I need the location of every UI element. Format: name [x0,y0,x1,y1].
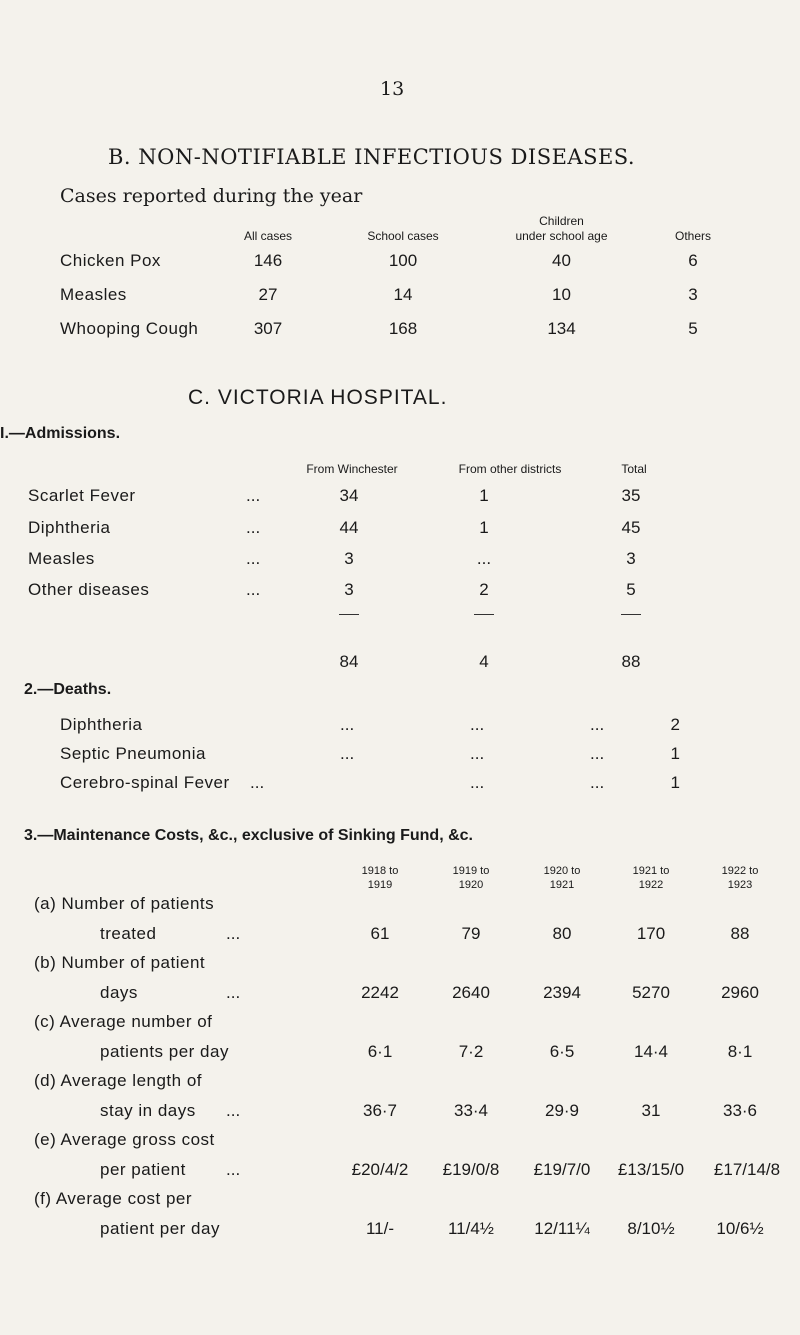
header-from-other-districts: From other districts [458,462,562,476]
table-cell: 3 [626,549,636,568]
table-cell: 5270 [632,983,670,1002]
row-label-line1: (e) Average gross cost [34,1130,215,1149]
row-label-line1: (b) Number of patient [34,953,206,972]
list-item-value: 2 [670,715,680,734]
row-label-line2: patient per day [100,1219,220,1238]
period-header: 1920 to [543,865,581,877]
table-cell: 10 [552,285,571,304]
admissions-heading: I.—Admissions. [0,425,121,442]
leader-dots: ... [470,744,485,763]
table-cell: 79 [461,924,481,943]
header-under-school-age: under school age [515,229,608,243]
table-cell: 12/11¼ [534,1219,590,1238]
table-cell: 10/6½ [716,1219,764,1238]
total-cell: 88 [621,652,641,671]
table-cell: 5 [626,580,636,599]
page-number: 13 [380,78,405,100]
table-cell: £19/7/0 [533,1160,591,1179]
leader-dots: ... [590,744,605,763]
table-cell: 7·2 [458,1042,484,1061]
leader-dots: ... [226,1160,241,1179]
table-cell: 307 [253,319,283,338]
header-children: Children [539,214,584,228]
period-header: 1921 to [632,865,670,877]
table-cell: 170 [636,924,666,943]
deaths-heading: 2.—Deaths. [24,681,112,698]
table-cell: 1 [479,486,489,505]
table-cell: 40 [552,251,571,270]
period-header: 1919 to [452,865,490,877]
table-cell: 6·1 [367,1042,393,1061]
leader-dots: ... [250,773,265,792]
table-row-label: Diphtheria [28,518,111,537]
leader-dots: ... [246,486,261,505]
period-header: 1918 to [361,865,399,877]
row-label-line2: treated [100,924,157,943]
list-item-label: Cerebro-spinal Fever [60,773,230,792]
period-header: 1921 [549,879,575,891]
header-total: Total [621,462,647,476]
leader-dots: ... [590,773,605,792]
list-item-value: 1 [670,773,680,792]
table-cell: 8/10½ [627,1219,675,1238]
table-cell: 2242 [361,983,399,1002]
table-row-label: Scarlet Fever [28,486,136,505]
table-cell: 80 [552,924,572,943]
table-cell: 6·5 [549,1042,575,1061]
table-cell: 168 [388,319,418,338]
table-cell: 29·9 [544,1101,580,1120]
total-rule [621,614,641,615]
total-rule [474,614,494,615]
table-cell: 2960 [721,983,759,1002]
period-header: 1920 [458,879,484,891]
header-others: Others [674,229,711,243]
table-cell: 36·7 [362,1101,398,1120]
header-school-cases: School cases [367,229,439,243]
table-cell: 27 [258,285,278,304]
table-cell: 44 [339,518,359,537]
table-row-label: Measles [28,549,95,568]
table-cell: 2640 [452,983,490,1002]
leader-dots: ... [470,715,485,734]
section-b-title: B. NON-NOTIFIABLE INFECTIOUS DISEASES. [108,145,636,169]
table-cell: 134 [547,319,576,338]
row-label-line2: stay in days [100,1101,196,1120]
table-cell: 3 [344,549,354,568]
row-label-line2: per patient [100,1160,186,1179]
row-label-line1: (f) Average cost per [34,1189,193,1208]
leader-dots: ... [246,518,261,537]
header-from-winchester: From Winchester [306,462,398,476]
table-cell: 88 [730,924,750,943]
table-cell: 61 [370,924,390,943]
header-all-cases: All cases [243,229,293,243]
table-cell: 11/4½ [447,1219,494,1238]
row-label-line1: (d) Average length of [34,1071,203,1090]
table-row-label: Whooping Cough [60,319,199,338]
period-header: 1919 [367,879,393,891]
table-cell: 8·1 [727,1042,753,1061]
table-cell: 14·4 [633,1042,669,1061]
table-cell: £17/14/8 [713,1160,781,1179]
table-cell: 3 [688,285,698,304]
leader-dots: ... [340,715,355,734]
leader-dots: ... [246,580,261,599]
table-cell: £19/0/8 [442,1160,500,1179]
table-cell: £20/4/2 [351,1160,409,1179]
table-cell: 14 [393,285,413,304]
table-cell: 45 [621,518,641,537]
table-cell: 146 [253,251,283,270]
list-item-value: 1 [670,744,680,763]
table-cell: 11/- [365,1219,395,1238]
leader-dots: ... [246,549,261,568]
table-cell: 2 [479,580,489,599]
leader-dots: ... [340,744,355,763]
table-cell: 31 [641,1101,661,1120]
section-b-subtitle: Cases reported during the year [60,185,363,207]
table-cell: 3 [344,580,354,599]
list-item-label: Diphtheria [60,715,143,734]
total-cell: 4 [479,652,489,671]
table-cell: 33·4 [453,1101,489,1120]
table-cell: 2394 [543,983,581,1002]
leader-dots: ... [470,773,485,792]
table-cell: £13/15/0 [617,1160,685,1179]
table-cell: 5 [688,319,698,338]
row-label-line2: patients per day [100,1042,229,1061]
maintenance-heading: 3.—Maintenance Costs, &c., exclusive of Sinking Fund, &c. [24,827,473,844]
table-cell: ... [476,549,492,568]
leader-dots: ... [590,715,605,734]
row-label-line1: (c) Average number of [34,1012,213,1031]
period-header: 1923 [727,879,753,891]
table-cell: 33·6 [722,1101,758,1120]
table-row-label: Chicken Pox [60,251,161,270]
table-cell: 100 [388,251,418,270]
period-header: 1922 to [721,865,759,877]
leader-dots: ... [226,924,241,943]
leader-dots: ... [226,983,241,1002]
table-cell: 35 [621,486,641,505]
row-label-line2: days [100,983,138,1002]
table-cell: 6 [688,251,698,270]
list-item-label: Septic Pneumonia [60,744,206,763]
table-cell: 1 [479,518,489,537]
table-row-label: Measles [60,285,127,304]
table-cell: 34 [339,486,359,505]
row-label-line1: (a) Number of patients [34,894,215,913]
total-rule [339,614,359,615]
section-c-title: C. VICTORIA HOSPITAL. [188,386,448,409]
leader-dots: ... [226,1101,241,1120]
period-header: 1922 [638,879,664,891]
total-cell: 84 [339,652,359,671]
table-row-label: Other diseases [28,580,150,599]
